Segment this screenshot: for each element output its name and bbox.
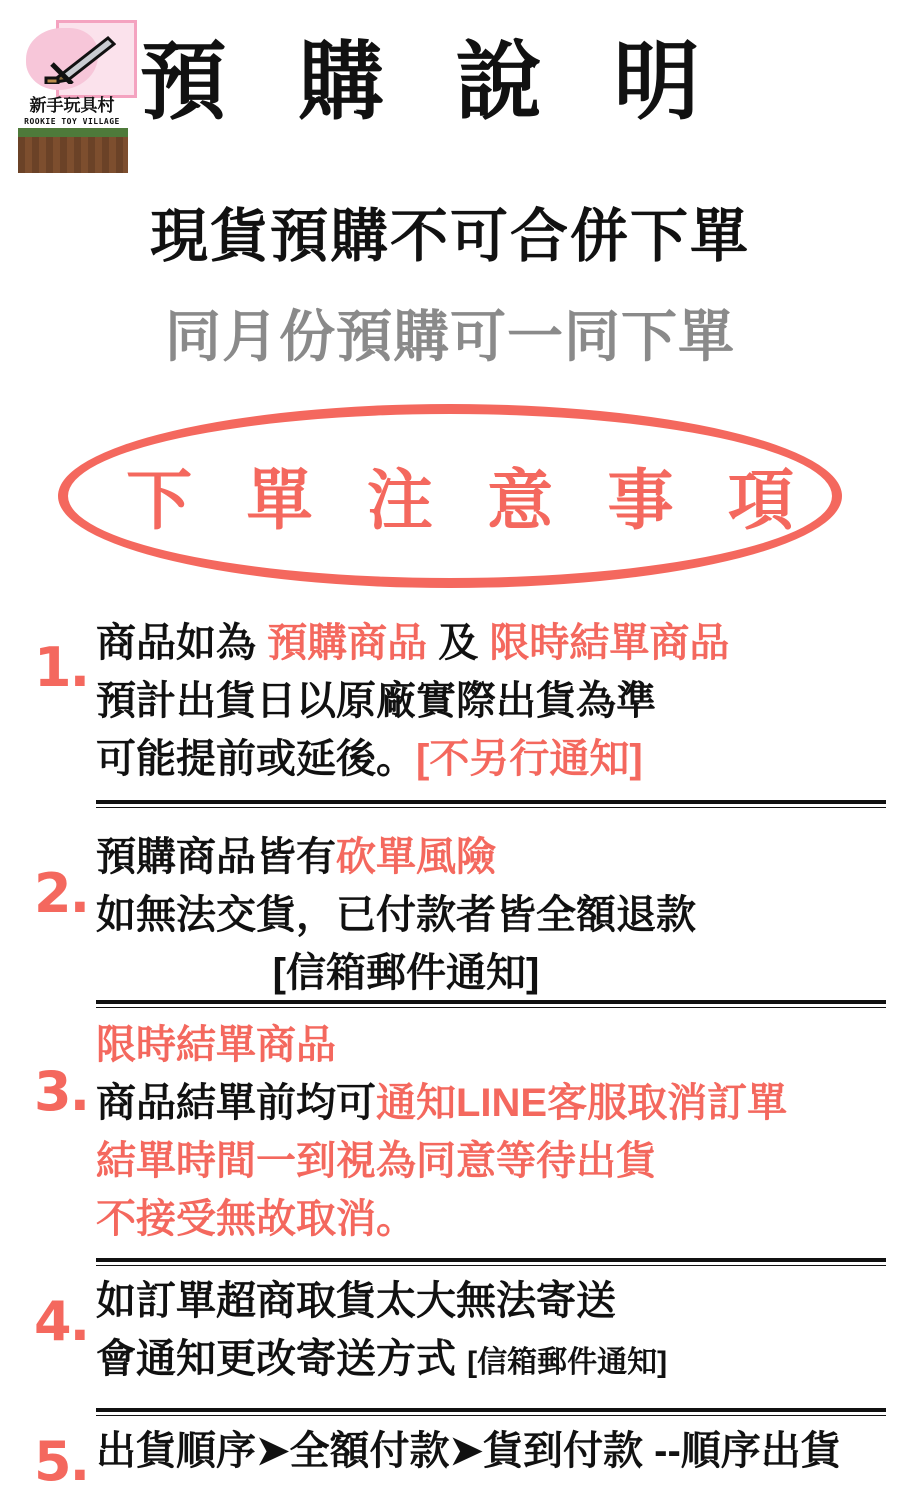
notice-item-body [96, 828, 896, 1002]
notice-text-run: [不另行通知] [416, 737, 643, 781]
notice-text-run: 全額付款 [289, 1429, 450, 1473]
notice-item-number: 5. [34, 1430, 89, 1493]
notice-text-run: 限時結單商品 [96, 1023, 336, 1067]
notice-item-line [96, 1190, 896, 1248]
sword-icon [38, 34, 116, 84]
notice-text-run: 及 [427, 621, 490, 665]
notice-item-number: 3. [34, 1060, 89, 1123]
notice-item-line [96, 1422, 896, 1480]
notice-banner [58, 404, 842, 588]
notice-text-run: 貨到付款 --順序出貨 [483, 1429, 841, 1473]
page-title: 預 購 說 明 [140, 34, 724, 130]
notice-text-run: 如無法交貨，已付款者皆全額退款 [96, 893, 696, 937]
notice-text-run: ➤ [256, 1429, 290, 1473]
notice-text-run: 可能提前或延後。 [96, 737, 416, 781]
notice-item-line [96, 944, 896, 1002]
section-divider [96, 1408, 886, 1416]
notice-item-number: 4. [34, 1290, 89, 1353]
notice-item-line [96, 614, 896, 672]
notice-item-line [96, 1330, 896, 1392]
subtitle-secondary: 同月份預購可一同下單 [165, 305, 735, 368]
notice-item-number: 2. [34, 862, 89, 925]
section-divider [96, 1000, 886, 1008]
notice-item-line [96, 1272, 896, 1330]
notice-text-run: ➤ [449, 1429, 484, 1473]
notice-item-line [96, 886, 896, 944]
notice-text-run: [信箱郵件通知] [467, 1346, 668, 1379]
notice-item-body [96, 614, 896, 788]
notice-item-number: 1. [34, 636, 89, 699]
notice-item-line [96, 1074, 896, 1132]
notice-item-body [96, 1422, 896, 1480]
notice-item-line [96, 828, 896, 886]
notice-item-line [96, 730, 896, 788]
notice-banner-text: 下 單 注 意 事 項 [126, 463, 812, 537]
notice-text-run: 砍單風險 [336, 835, 496, 879]
notice-text-run: 出貨順序 [96, 1429, 256, 1473]
notice-item-line [96, 1016, 896, 1074]
notice-text-run: 如訂單超商取貨太大無法寄送 [96, 1279, 616, 1323]
notice-text-run: 商品結單前均可 [96, 1081, 376, 1125]
subtitle-primary: 現貨預購不可合併下單 [149, 204, 750, 269]
notice-text-run: 會通知更改寄送方式 [96, 1337, 468, 1381]
logo-ground-texture [18, 128, 128, 173]
notice-text-run: 預購商品 [267, 621, 428, 665]
notice-item-body [96, 1272, 896, 1392]
page-header [0, 14, 900, 164]
notice-text-run: 預計出貨日以原廠實際出貨為準 [96, 679, 656, 723]
logo-brand-subtitle: ROOKIE TOY VILLAGE [24, 117, 120, 126]
notice-text-run: 不接受無故取消。 [96, 1197, 416, 1241]
notice-text-run: [信箱郵件通知] [272, 951, 540, 995]
notice-item-line [96, 1132, 896, 1190]
notice-item-line [96, 672, 896, 730]
section-divider [96, 1258, 886, 1266]
logo-brand-name: 新手玩具村 [29, 96, 115, 115]
section-divider [96, 800, 886, 808]
notice-text-run: 通知LINE客服取消訂單 [376, 1081, 788, 1125]
notice-text-run: 預購商品皆有 [96, 835, 336, 879]
notice-text-run: 結單時間一到視為同意等待出貨 [96, 1139, 656, 1183]
notice-text-run: 限時結單商品 [489, 621, 730, 665]
notice-text-run: 商品如為 [96, 621, 268, 665]
notice-item-body [96, 1016, 896, 1248]
brand-logo [8, 20, 133, 160]
